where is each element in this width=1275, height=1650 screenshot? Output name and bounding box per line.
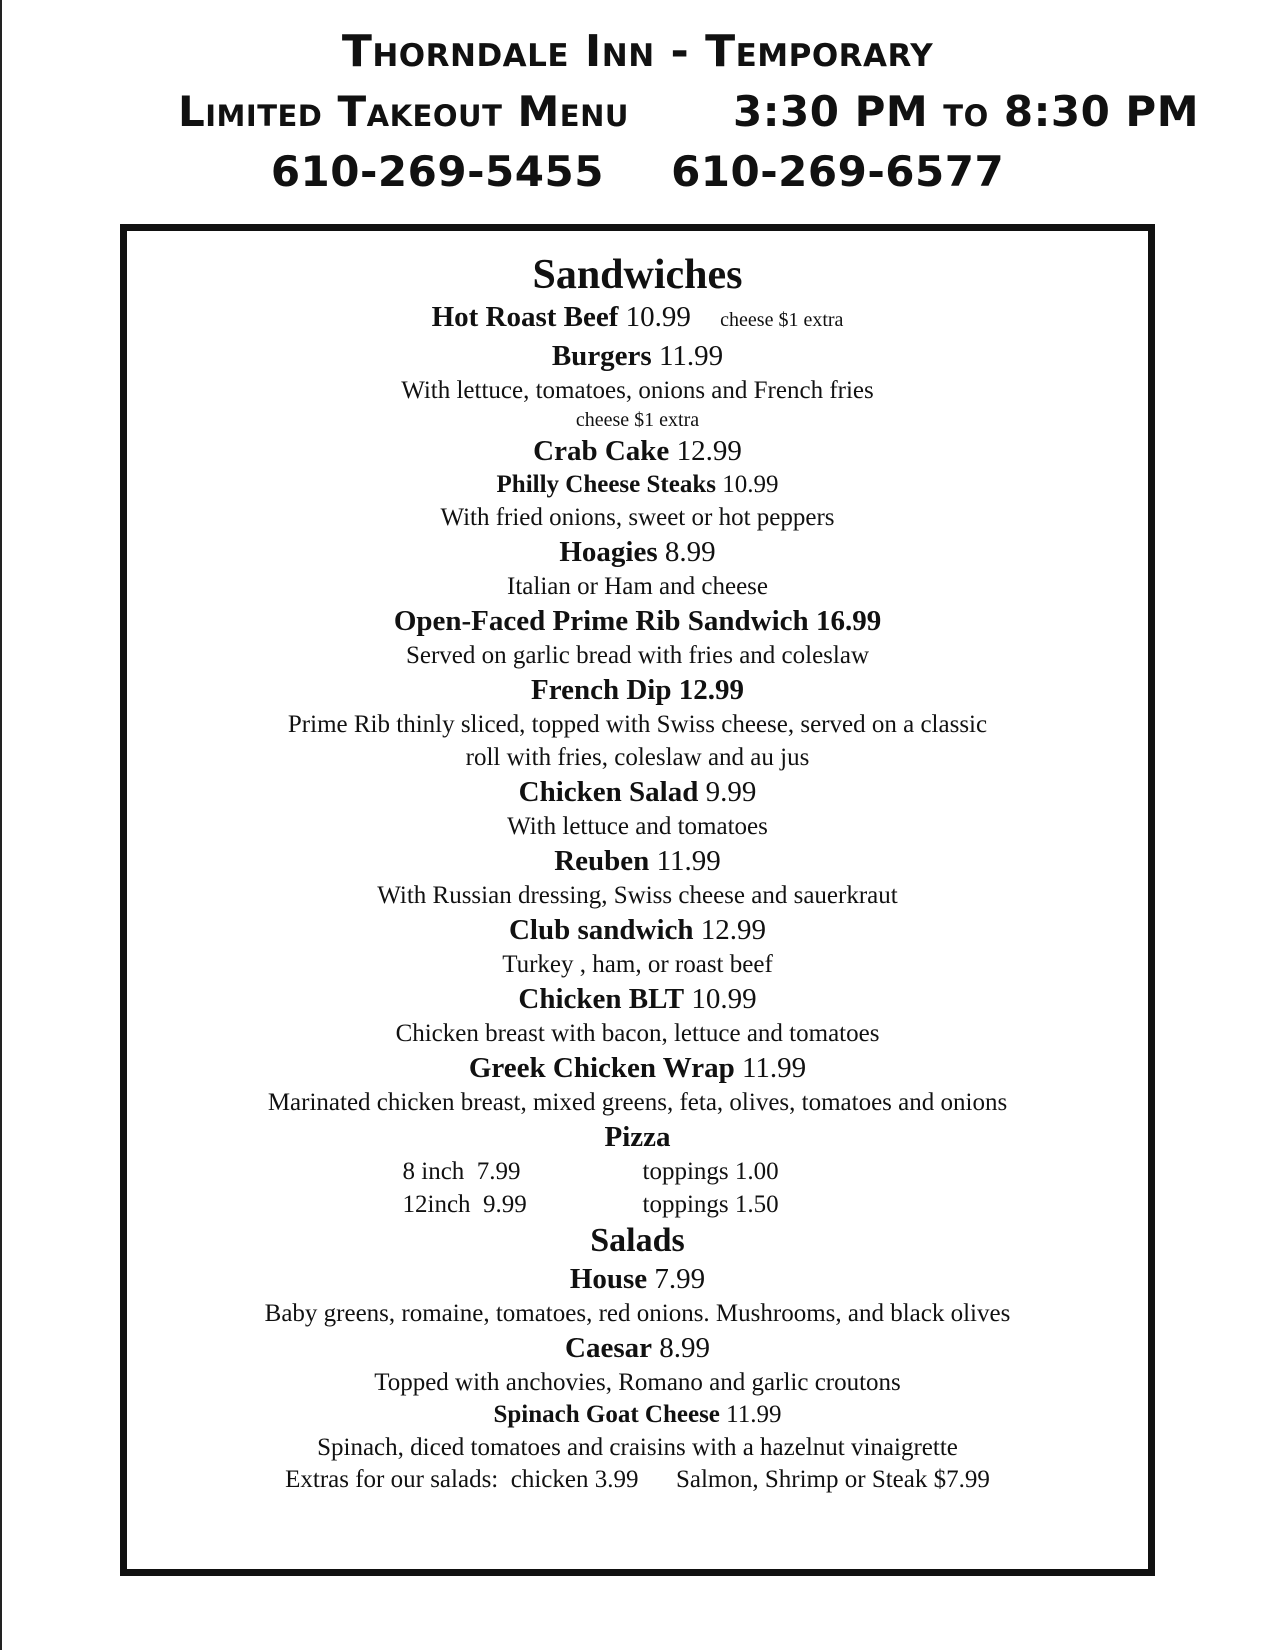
pizza-size-price: 12inch 9.99 bbox=[402, 1191, 527, 1218]
item-name: Spinach Goat Cheese bbox=[493, 1401, 720, 1428]
menu-name: Limited Takeout Menu bbox=[178, 87, 629, 136]
menu-item-hot-roast-beef bbox=[127, 299, 1148, 338]
item-description: Italian or Ham and cheese bbox=[507, 573, 768, 600]
item-name: Burgers bbox=[551, 340, 652, 372]
page-edge-line bbox=[0, 0, 2, 1650]
section-title-pizza bbox=[127, 1119, 1148, 1155]
item-description: roll with fries, coleslaw and au jus bbox=[465, 744, 810, 771]
item-price: 11.99 bbox=[741, 1052, 807, 1084]
salad-extras-chicken: Extras for our salads: chicken 3.99 bbox=[285, 1466, 639, 1493]
menu-item-prime-rib-sandwich bbox=[127, 603, 1148, 639]
menu-item-burgers bbox=[127, 338, 1148, 374]
menu-item-french-dip bbox=[127, 672, 1148, 708]
item-name: Hot Roast Beef bbox=[431, 301, 619, 333]
item-note: cheese $1 extra bbox=[720, 309, 844, 331]
item-description: With lettuce, tomatoes, onions and French fries bbox=[401, 377, 874, 404]
item-note: cheese $1 extra bbox=[575, 409, 700, 431]
menu-header bbox=[0, 22, 1275, 202]
phone-line bbox=[0, 142, 1275, 202]
menu-item-club-sandwich bbox=[127, 912, 1148, 948]
item-name: Hoagies bbox=[559, 536, 658, 568]
item-name: House bbox=[569, 1263, 648, 1295]
pizza-row-12-inch bbox=[127, 1188, 1148, 1221]
item-name: Greek Chicken Wrap bbox=[468, 1052, 735, 1084]
phone-number-2: 610-269-6577 bbox=[671, 147, 1005, 196]
item-description: With lettuce and tomatoes bbox=[507, 813, 768, 840]
item-price: 16.99 bbox=[815, 605, 882, 637]
takeout-hours: 3:30 PM to 8:30 PM bbox=[733, 87, 1200, 136]
pizza-size-price: 8 inch 7.99 bbox=[402, 1158, 521, 1185]
phone-number-1: 610-269-5455 bbox=[270, 147, 604, 196]
menu-item-chicken-blt bbox=[127, 981, 1148, 1017]
item-description: With Russian dressing, Swiss cheese and sauerkraut bbox=[377, 882, 898, 909]
item-price: 12.99 bbox=[700, 914, 767, 946]
item-price: 10.99 bbox=[691, 983, 757, 1015]
item-name: Open-Faced Prime Rib Sandwich bbox=[393, 605, 809, 637]
item-price: 8.99 bbox=[664, 536, 716, 568]
item-price: 11.99 bbox=[726, 1401, 782, 1428]
item-description: With fried onions, sweet or hot peppers bbox=[440, 504, 835, 531]
pizza-row-8-inch bbox=[127, 1155, 1148, 1188]
menu-item-hoagies bbox=[127, 534, 1148, 570]
item-description: Chicken breast with bacon, lettuce and tomatoes bbox=[395, 1020, 880, 1047]
item-description: Served on garlic bread with fries and coleslaw bbox=[405, 642, 870, 669]
section-title-salads: Salads bbox=[590, 1222, 685, 1259]
item-price: 7.99 bbox=[654, 1263, 706, 1295]
item-price: 11.99 bbox=[658, 340, 724, 372]
item-name: Chicken BLT bbox=[518, 983, 685, 1015]
menu-item-caesar-salad bbox=[127, 1330, 1148, 1366]
item-name: Caesar bbox=[565, 1332, 652, 1364]
item-name: Reuben bbox=[554, 845, 650, 877]
item-name: Club sandwich bbox=[508, 914, 694, 946]
pizza-toppings-price: toppings 1.00 bbox=[642, 1158, 779, 1185]
item-name: Crab Cake bbox=[533, 435, 670, 467]
item-name: Philly Cheese Steaks bbox=[496, 471, 716, 498]
item-description: Baby greens, romaine, tomatoes, red onions. Mushrooms, and black olives bbox=[264, 1300, 1011, 1327]
item-price: 11.99 bbox=[656, 845, 721, 877]
menu-item-greek-chicken-wrap bbox=[127, 1050, 1148, 1086]
item-name: French Dip bbox=[531, 674, 672, 706]
menu-item-house-salad bbox=[127, 1261, 1148, 1297]
item-description: Spinach, diced tomatoes and craisins with a hazelnut vinaigrette bbox=[317, 1434, 958, 1461]
menu-item-spinach-goat-cheese bbox=[127, 1399, 1148, 1431]
item-description: Topped with anchovies, Romano and garlic croutons bbox=[374, 1369, 901, 1396]
pizza-title: Pizza bbox=[604, 1121, 671, 1153]
section-title-sandwiches: Sandwiches bbox=[532, 252, 743, 298]
item-price: 10.99 bbox=[722, 471, 779, 498]
item-description: Turkey , ham, or roast beef bbox=[502, 951, 773, 978]
menu-box bbox=[120, 224, 1155, 1576]
item-description: Prime Rib thinly sliced, topped with Swiss cheese, served on a classic bbox=[287, 711, 988, 738]
pizza-toppings-price: toppings 1.50 bbox=[642, 1191, 779, 1218]
item-price: 12.99 bbox=[678, 674, 744, 706]
menu-item-philly-cheese-steaks bbox=[127, 469, 1148, 501]
salad-extras-seafood-steak: Salmon, Shrimp or Steak $7.99 bbox=[675, 1466, 990, 1493]
item-price: 12.99 bbox=[676, 435, 742, 467]
item-name: Chicken Salad bbox=[518, 776, 699, 808]
menu-name-hours-line bbox=[0, 82, 1275, 142]
menu-item-chicken-salad bbox=[127, 774, 1148, 810]
menu-item-reuben bbox=[127, 843, 1148, 879]
restaurant-title: Thorndale Inn - Temporary bbox=[341, 26, 934, 77]
item-price: 8.99 bbox=[659, 1332, 710, 1364]
item-price: 9.99 bbox=[705, 776, 757, 808]
salad-extras bbox=[127, 1464, 1148, 1496]
item-description: Marinated chicken breast, mixed greens, feta, olives, tomatoes and onions bbox=[267, 1089, 1008, 1116]
item-price: 10.99 bbox=[625, 301, 691, 333]
menu-item-crab-cake bbox=[127, 433, 1148, 469]
